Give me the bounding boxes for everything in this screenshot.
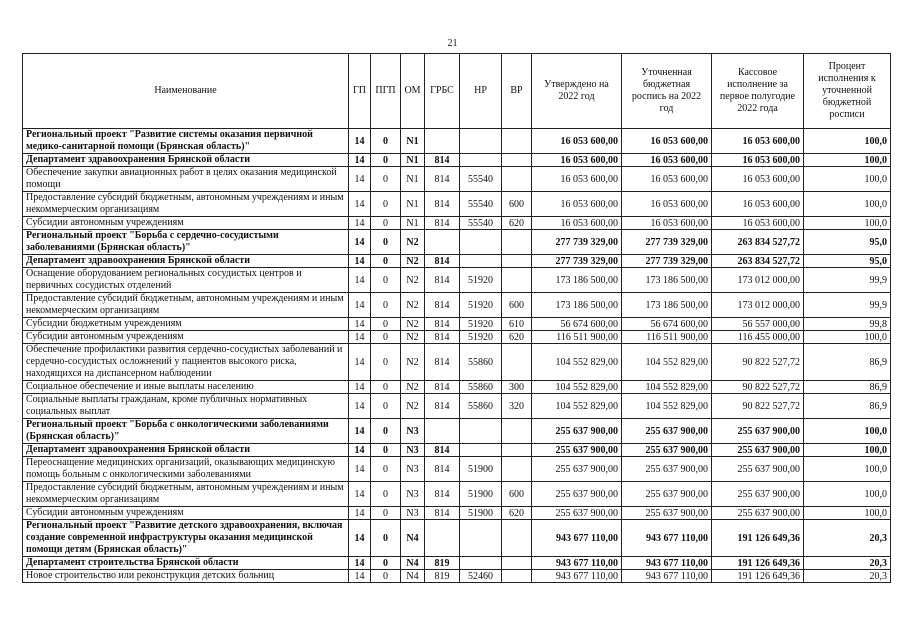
cell-refined: 104 552 829,00 xyxy=(622,344,712,381)
cell-pgp: 0 xyxy=(371,129,401,154)
cell-pgp: 0 xyxy=(371,293,401,318)
cell-cash: 16 053 600,00 xyxy=(712,167,804,192)
cell-nr: 55540 xyxy=(460,192,502,217)
column-header-approved: Утверждено на 2022 год xyxy=(532,54,622,129)
cell-nr xyxy=(460,129,502,154)
cell-grbs: 814 xyxy=(425,255,460,268)
cell-gp: 14 xyxy=(349,255,371,268)
cell-gp: 14 xyxy=(349,318,371,331)
cell-refined: 16 053 600,00 xyxy=(622,167,712,192)
cell-cash: 16 053 600,00 xyxy=(712,192,804,217)
cell-approved: 56 674 600,00 xyxy=(532,318,622,331)
cell-nr xyxy=(460,520,502,557)
cell-name: Департамент здравоохранения Брянской области xyxy=(23,444,349,457)
cell-percent: 86,9 xyxy=(804,381,891,394)
cell-gp: 14 xyxy=(349,482,371,507)
cell-grbs xyxy=(425,520,460,557)
cell-cash: 191 126 649,36 xyxy=(712,570,804,583)
cell-nr: 51920 xyxy=(460,293,502,318)
cell-percent: 100,0 xyxy=(804,192,891,217)
page-number: 21 xyxy=(447,38,458,49)
cell-nr: 55860 xyxy=(460,381,502,394)
cell-nr: 51920 xyxy=(460,331,502,344)
column-header-pgp: ПГП xyxy=(371,54,401,129)
cell-approved: 173 186 500,00 xyxy=(532,293,622,318)
cell-cash: 173 012 000,00 xyxy=(712,268,804,293)
cell-name: Обеспечение закупки авиационных работ в целях оказания медицинской помощи xyxy=(23,167,349,192)
cell-pgp: 0 xyxy=(371,217,401,230)
cell-vr xyxy=(502,255,532,268)
cell-refined: 104 552 829,00 xyxy=(622,381,712,394)
cell-cash: 255 637 900,00 xyxy=(712,419,804,444)
column-header-gp: ГП xyxy=(349,54,371,129)
table-row xyxy=(23,255,891,268)
cell-om: N2 xyxy=(401,230,425,255)
cell-om: N2 xyxy=(401,268,425,293)
table-row xyxy=(23,419,891,444)
table-row xyxy=(23,457,891,482)
cell-refined: 16 053 600,00 xyxy=(622,154,712,167)
cell-percent: 100,0 xyxy=(804,154,891,167)
table-row xyxy=(23,381,891,394)
cell-grbs: 814 xyxy=(425,217,460,230)
table-row xyxy=(23,444,891,457)
cell-vr xyxy=(502,444,532,457)
cell-grbs: 814 xyxy=(425,167,460,192)
cell-vr xyxy=(502,457,532,482)
cell-pgp: 0 xyxy=(371,331,401,344)
cell-cash: 16 053 600,00 xyxy=(712,217,804,230)
cell-om: N3 xyxy=(401,457,425,482)
cell-refined: 255 637 900,00 xyxy=(622,419,712,444)
cell-percent: 99,9 xyxy=(804,293,891,318)
cell-nr: 51920 xyxy=(460,268,502,293)
cell-cash: 116 455 000,00 xyxy=(712,331,804,344)
cell-gp: 14 xyxy=(349,507,371,520)
cell-cash: 16 053 600,00 xyxy=(712,129,804,154)
cell-grbs: 819 xyxy=(425,557,460,570)
cell-om: N2 xyxy=(401,394,425,419)
table-row xyxy=(23,482,891,507)
cell-percent: 20,3 xyxy=(804,570,891,583)
cell-om: N1 xyxy=(401,129,425,154)
table-row xyxy=(23,192,891,217)
cell-gp: 14 xyxy=(349,381,371,394)
cell-cash: 16 053 600,00 xyxy=(712,154,804,167)
table-row xyxy=(23,318,891,331)
cell-gp: 14 xyxy=(349,192,371,217)
cell-nr: 51900 xyxy=(460,457,502,482)
cell-om: N1 xyxy=(401,217,425,230)
cell-gp: 14 xyxy=(349,331,371,344)
cell-om: N1 xyxy=(401,192,425,217)
cell-grbs: 814 xyxy=(425,482,460,507)
cell-nr xyxy=(460,444,502,457)
table-header-row xyxy=(23,54,891,129)
column-header-name: Наименование xyxy=(23,54,349,129)
cell-pgp: 0 xyxy=(371,394,401,419)
cell-percent: 99,8 xyxy=(804,318,891,331)
cell-nr: 51900 xyxy=(460,482,502,507)
cell-vr xyxy=(502,230,532,255)
cell-approved: 943 677 110,00 xyxy=(532,570,622,583)
cell-nr xyxy=(460,419,502,444)
cell-refined: 255 637 900,00 xyxy=(622,507,712,520)
cell-grbs: 814 xyxy=(425,154,460,167)
cell-name: Переоснащение медицинских организаций, оказывающих медицинскую помощь больным с онкологическими заболеваниями xyxy=(23,457,349,482)
cell-vr xyxy=(502,520,532,557)
cell-grbs xyxy=(425,129,460,154)
cell-pgp: 0 xyxy=(371,255,401,268)
cell-pgp: 0 xyxy=(371,167,401,192)
cell-approved: 255 637 900,00 xyxy=(532,457,622,482)
cell-gp: 14 xyxy=(349,230,371,255)
table-row xyxy=(23,167,891,192)
cell-vr xyxy=(502,557,532,570)
cell-name: Социальное обеспечение и иные выплаты населению xyxy=(23,381,349,394)
cell-name: Социальные выплаты гражданам, кроме публичных нормативных социальных выплат xyxy=(23,394,349,419)
cell-gp: 14 xyxy=(349,557,371,570)
cell-vr: 620 xyxy=(502,331,532,344)
cell-name: Субсидии автономным учреждениям xyxy=(23,331,349,344)
cell-name: Региональный проект "Развитие детского здравоохранения, включая создание современной инфраструктуры оказания медицинской помощи детям (Брянская область)" xyxy=(23,520,349,557)
column-header-vr: ВР xyxy=(502,54,532,129)
cell-cash: 263 834 527,72 xyxy=(712,255,804,268)
table-row xyxy=(23,230,891,255)
cell-grbs: 819 xyxy=(425,570,460,583)
cell-nr xyxy=(460,230,502,255)
cell-om: N3 xyxy=(401,507,425,520)
cell-nr xyxy=(460,255,502,268)
cell-pgp: 0 xyxy=(371,444,401,457)
cell-om: N2 xyxy=(401,381,425,394)
cell-grbs: 814 xyxy=(425,344,460,381)
column-header-nr: НР xyxy=(460,54,502,129)
cell-gp: 14 xyxy=(349,457,371,482)
cell-cash: 173 012 000,00 xyxy=(712,293,804,318)
cell-percent: 100,0 xyxy=(804,507,891,520)
cell-refined: 255 637 900,00 xyxy=(622,444,712,457)
cell-gp: 14 xyxy=(349,444,371,457)
cell-vr: 300 xyxy=(502,381,532,394)
cell-vr xyxy=(502,570,532,583)
cell-vr: 600 xyxy=(502,293,532,318)
cell-pgp: 0 xyxy=(371,318,401,331)
table-row xyxy=(23,394,891,419)
cell-pgp: 0 xyxy=(371,457,401,482)
cell-approved: 16 053 600,00 xyxy=(532,167,622,192)
cell-vr: 620 xyxy=(502,507,532,520)
cell-percent: 100,0 xyxy=(804,482,891,507)
cell-gp: 14 xyxy=(349,167,371,192)
cell-vr xyxy=(502,129,532,154)
cell-approved: 16 053 600,00 xyxy=(532,217,622,230)
cell-om: N3 xyxy=(401,419,425,444)
cell-cash: 90 822 527,72 xyxy=(712,381,804,394)
table-row xyxy=(23,154,891,167)
cell-cash: 255 637 900,00 xyxy=(712,482,804,507)
cell-pgp: 0 xyxy=(371,419,401,444)
cell-nr xyxy=(460,154,502,167)
cell-gp: 14 xyxy=(349,268,371,293)
cell-name: Субсидии автономным учреждениям xyxy=(23,217,349,230)
cell-refined: 277 739 329,00 xyxy=(622,255,712,268)
cell-name: Региональный проект "Борьба с онкологическими заболеваниями (Брянская область)" xyxy=(23,419,349,444)
cell-cash: 56 557 000,00 xyxy=(712,318,804,331)
cell-grbs xyxy=(425,230,460,255)
cell-nr: 55860 xyxy=(460,344,502,381)
cell-gp: 14 xyxy=(349,570,371,583)
cell-grbs: 814 xyxy=(425,318,460,331)
column-header-grbs: ГРБС xyxy=(425,54,460,129)
cell-pgp: 0 xyxy=(371,192,401,217)
cell-approved: 255 637 900,00 xyxy=(532,482,622,507)
cell-cash: 90 822 527,72 xyxy=(712,344,804,381)
cell-approved: 255 637 900,00 xyxy=(532,419,622,444)
cell-grbs: 814 xyxy=(425,444,460,457)
cell-gp: 14 xyxy=(349,217,371,230)
cell-percent: 100,0 xyxy=(804,457,891,482)
cell-name: Субсидии бюджетным учреждениям xyxy=(23,318,349,331)
cell-cash: 255 637 900,00 xyxy=(712,444,804,457)
cell-name: Обеспечение профилактики развития сердечно-сосудистых заболеваний и сердечно-сосудистых осложнений у пациентов высокого риска, находящихся на диспансерном наблюдении xyxy=(23,344,349,381)
cell-percent: 86,9 xyxy=(804,394,891,419)
cell-vr xyxy=(502,268,532,293)
table-row xyxy=(23,217,891,230)
cell-pgp: 0 xyxy=(371,482,401,507)
cell-om: N4 xyxy=(401,520,425,557)
cell-refined: 56 674 600,00 xyxy=(622,318,712,331)
table-row xyxy=(23,268,891,293)
cell-vr xyxy=(502,154,532,167)
cell-percent: 99,9 xyxy=(804,268,891,293)
table-row xyxy=(23,129,891,154)
cell-approved: 943 677 110,00 xyxy=(532,520,622,557)
cell-percent: 100,0 xyxy=(804,444,891,457)
cell-refined: 16 053 600,00 xyxy=(622,217,712,230)
cell-vr: 320 xyxy=(502,394,532,419)
cell-approved: 16 053 600,00 xyxy=(532,129,622,154)
cell-name: Региональный проект "Борьба с сердечно-сосудистыми заболеваниями (Брянская область)" xyxy=(23,230,349,255)
cell-grbs xyxy=(425,419,460,444)
cell-pgp: 0 xyxy=(371,154,401,167)
cell-gp: 14 xyxy=(349,520,371,557)
cell-cash: 255 637 900,00 xyxy=(712,507,804,520)
cell-om: N2 xyxy=(401,331,425,344)
cell-percent: 95,0 xyxy=(804,230,891,255)
cell-om: N4 xyxy=(401,557,425,570)
cell-pgp: 0 xyxy=(371,557,401,570)
cell-cash: 191 126 649,36 xyxy=(712,557,804,570)
cell-vr: 620 xyxy=(502,217,532,230)
cell-nr: 51900 xyxy=(460,507,502,520)
cell-refined: 277 739 329,00 xyxy=(622,230,712,255)
cell-nr: 52460 xyxy=(460,570,502,583)
cell-refined: 116 511 900,00 xyxy=(622,331,712,344)
cell-pgp: 0 xyxy=(371,570,401,583)
table-row xyxy=(23,507,891,520)
table-row xyxy=(23,570,891,583)
cell-cash: 263 834 527,72 xyxy=(712,230,804,255)
cell-grbs: 814 xyxy=(425,457,460,482)
cell-approved: 277 739 329,00 xyxy=(532,230,622,255)
cell-name: Региональный проект "Развитие системы оказания первичной медико-санитарной помощи (Брянская область)" xyxy=(23,129,349,154)
cell-om: N1 xyxy=(401,154,425,167)
cell-cash: 191 126 649,36 xyxy=(712,520,804,557)
cell-approved: 104 552 829,00 xyxy=(532,394,622,419)
cell-percent: 100,0 xyxy=(804,217,891,230)
cell-nr: 55540 xyxy=(460,217,502,230)
cell-om: N3 xyxy=(401,482,425,507)
cell-pgp: 0 xyxy=(371,230,401,255)
cell-pgp: 0 xyxy=(371,507,401,520)
cell-om: N2 xyxy=(401,255,425,268)
cell-percent: 100,0 xyxy=(804,129,891,154)
cell-om: N3 xyxy=(401,444,425,457)
cell-om: N2 xyxy=(401,293,425,318)
cell-grbs: 814 xyxy=(425,192,460,217)
table-row xyxy=(23,344,891,381)
cell-grbs: 814 xyxy=(425,394,460,419)
table-row xyxy=(23,331,891,344)
cell-percent: 95,0 xyxy=(804,255,891,268)
column-header-percent: Процент исполнения к уточненной бюджетной росписи xyxy=(804,54,891,129)
cell-nr xyxy=(460,557,502,570)
cell-cash: 255 637 900,00 xyxy=(712,457,804,482)
cell-grbs: 814 xyxy=(425,331,460,344)
cell-gp: 14 xyxy=(349,394,371,419)
column-header-cash: Кассовое исполнение за первое полугодие 2022 года xyxy=(712,54,804,129)
cell-percent: 86,9 xyxy=(804,344,891,381)
cell-refined: 943 677 110,00 xyxy=(622,520,712,557)
cell-om: N4 xyxy=(401,570,425,583)
cell-approved: 16 053 600,00 xyxy=(532,154,622,167)
cell-vr xyxy=(502,344,532,381)
table-row xyxy=(23,520,891,557)
cell-approved: 116 511 900,00 xyxy=(532,331,622,344)
cell-refined: 16 053 600,00 xyxy=(622,129,712,154)
cell-cash: 90 822 527,72 xyxy=(712,394,804,419)
cell-approved: 173 186 500,00 xyxy=(532,268,622,293)
budget-table xyxy=(22,53,891,583)
cell-refined: 943 677 110,00 xyxy=(622,557,712,570)
cell-nr: 51920 xyxy=(460,318,502,331)
cell-gp: 14 xyxy=(349,344,371,381)
column-header-om: ОМ xyxy=(401,54,425,129)
cell-approved: 104 552 829,00 xyxy=(532,381,622,394)
cell-vr xyxy=(502,419,532,444)
cell-refined: 104 552 829,00 xyxy=(622,394,712,419)
cell-name: Субсидии автономным учреждениям xyxy=(23,507,349,520)
cell-grbs: 814 xyxy=(425,381,460,394)
cell-grbs: 814 xyxy=(425,507,460,520)
cell-refined: 173 186 500,00 xyxy=(622,293,712,318)
table-row xyxy=(23,293,891,318)
cell-refined: 255 637 900,00 xyxy=(622,457,712,482)
cell-refined: 173 186 500,00 xyxy=(622,268,712,293)
cell-vr: 600 xyxy=(502,482,532,507)
cell-om: N2 xyxy=(401,318,425,331)
cell-percent: 100,0 xyxy=(804,331,891,344)
cell-om: N1 xyxy=(401,167,425,192)
cell-name: Предоставление субсидий бюджетным, автономным учреждениям и иным некоммерческим организациям xyxy=(23,192,349,217)
cell-approved: 255 637 900,00 xyxy=(532,444,622,457)
cell-approved: 943 677 110,00 xyxy=(532,557,622,570)
cell-nr: 55540 xyxy=(460,167,502,192)
cell-pgp: 0 xyxy=(371,268,401,293)
cell-approved: 255 637 900,00 xyxy=(532,507,622,520)
cell-approved: 277 739 329,00 xyxy=(532,255,622,268)
cell-om: N2 xyxy=(401,344,425,381)
cell-refined: 943 677 110,00 xyxy=(622,570,712,583)
cell-name: Департамент здравоохранения Брянской области xyxy=(23,255,349,268)
cell-name: Департамент здравоохранения Брянской области xyxy=(23,154,349,167)
cell-name: Департамент строительства Брянской области xyxy=(23,557,349,570)
cell-percent: 100,0 xyxy=(804,419,891,444)
cell-vr: 610 xyxy=(502,318,532,331)
cell-nr: 55860 xyxy=(460,394,502,419)
cell-gp: 14 xyxy=(349,129,371,154)
cell-name: Предоставление субсидий бюджетным, автономным учреждениям и иным некоммерческим организациям xyxy=(23,293,349,318)
cell-grbs: 814 xyxy=(425,293,460,318)
cell-approved: 16 053 600,00 xyxy=(532,192,622,217)
cell-gp: 14 xyxy=(349,293,371,318)
cell-percent: 20,3 xyxy=(804,557,891,570)
column-header-refined: Уточненная бюджетная роспись на 2022 год xyxy=(622,54,712,129)
cell-pgp: 0 xyxy=(371,520,401,557)
cell-refined: 255 637 900,00 xyxy=(622,482,712,507)
cell-name: Оснащение оборудованием региональных сосудистых центров и первичных сосудистых отделений xyxy=(23,268,349,293)
table-row xyxy=(23,557,891,570)
cell-percent: 100,0 xyxy=(804,167,891,192)
cell-pgp: 0 xyxy=(371,381,401,394)
cell-vr: 600 xyxy=(502,192,532,217)
cell-grbs: 814 xyxy=(425,268,460,293)
cell-gp: 14 xyxy=(349,419,371,444)
cell-vr xyxy=(502,167,532,192)
cell-gp: 14 xyxy=(349,154,371,167)
cell-approved: 104 552 829,00 xyxy=(532,344,622,381)
cell-refined: 16 053 600,00 xyxy=(622,192,712,217)
cell-percent: 20,3 xyxy=(804,520,891,557)
cell-name: Новое строительство или реконструкция детских больниц xyxy=(23,570,349,583)
cell-pgp: 0 xyxy=(371,344,401,381)
cell-name: Предоставление субсидий бюджетным, автономным учреждениям и иным некоммерческим организациям xyxy=(23,482,349,507)
